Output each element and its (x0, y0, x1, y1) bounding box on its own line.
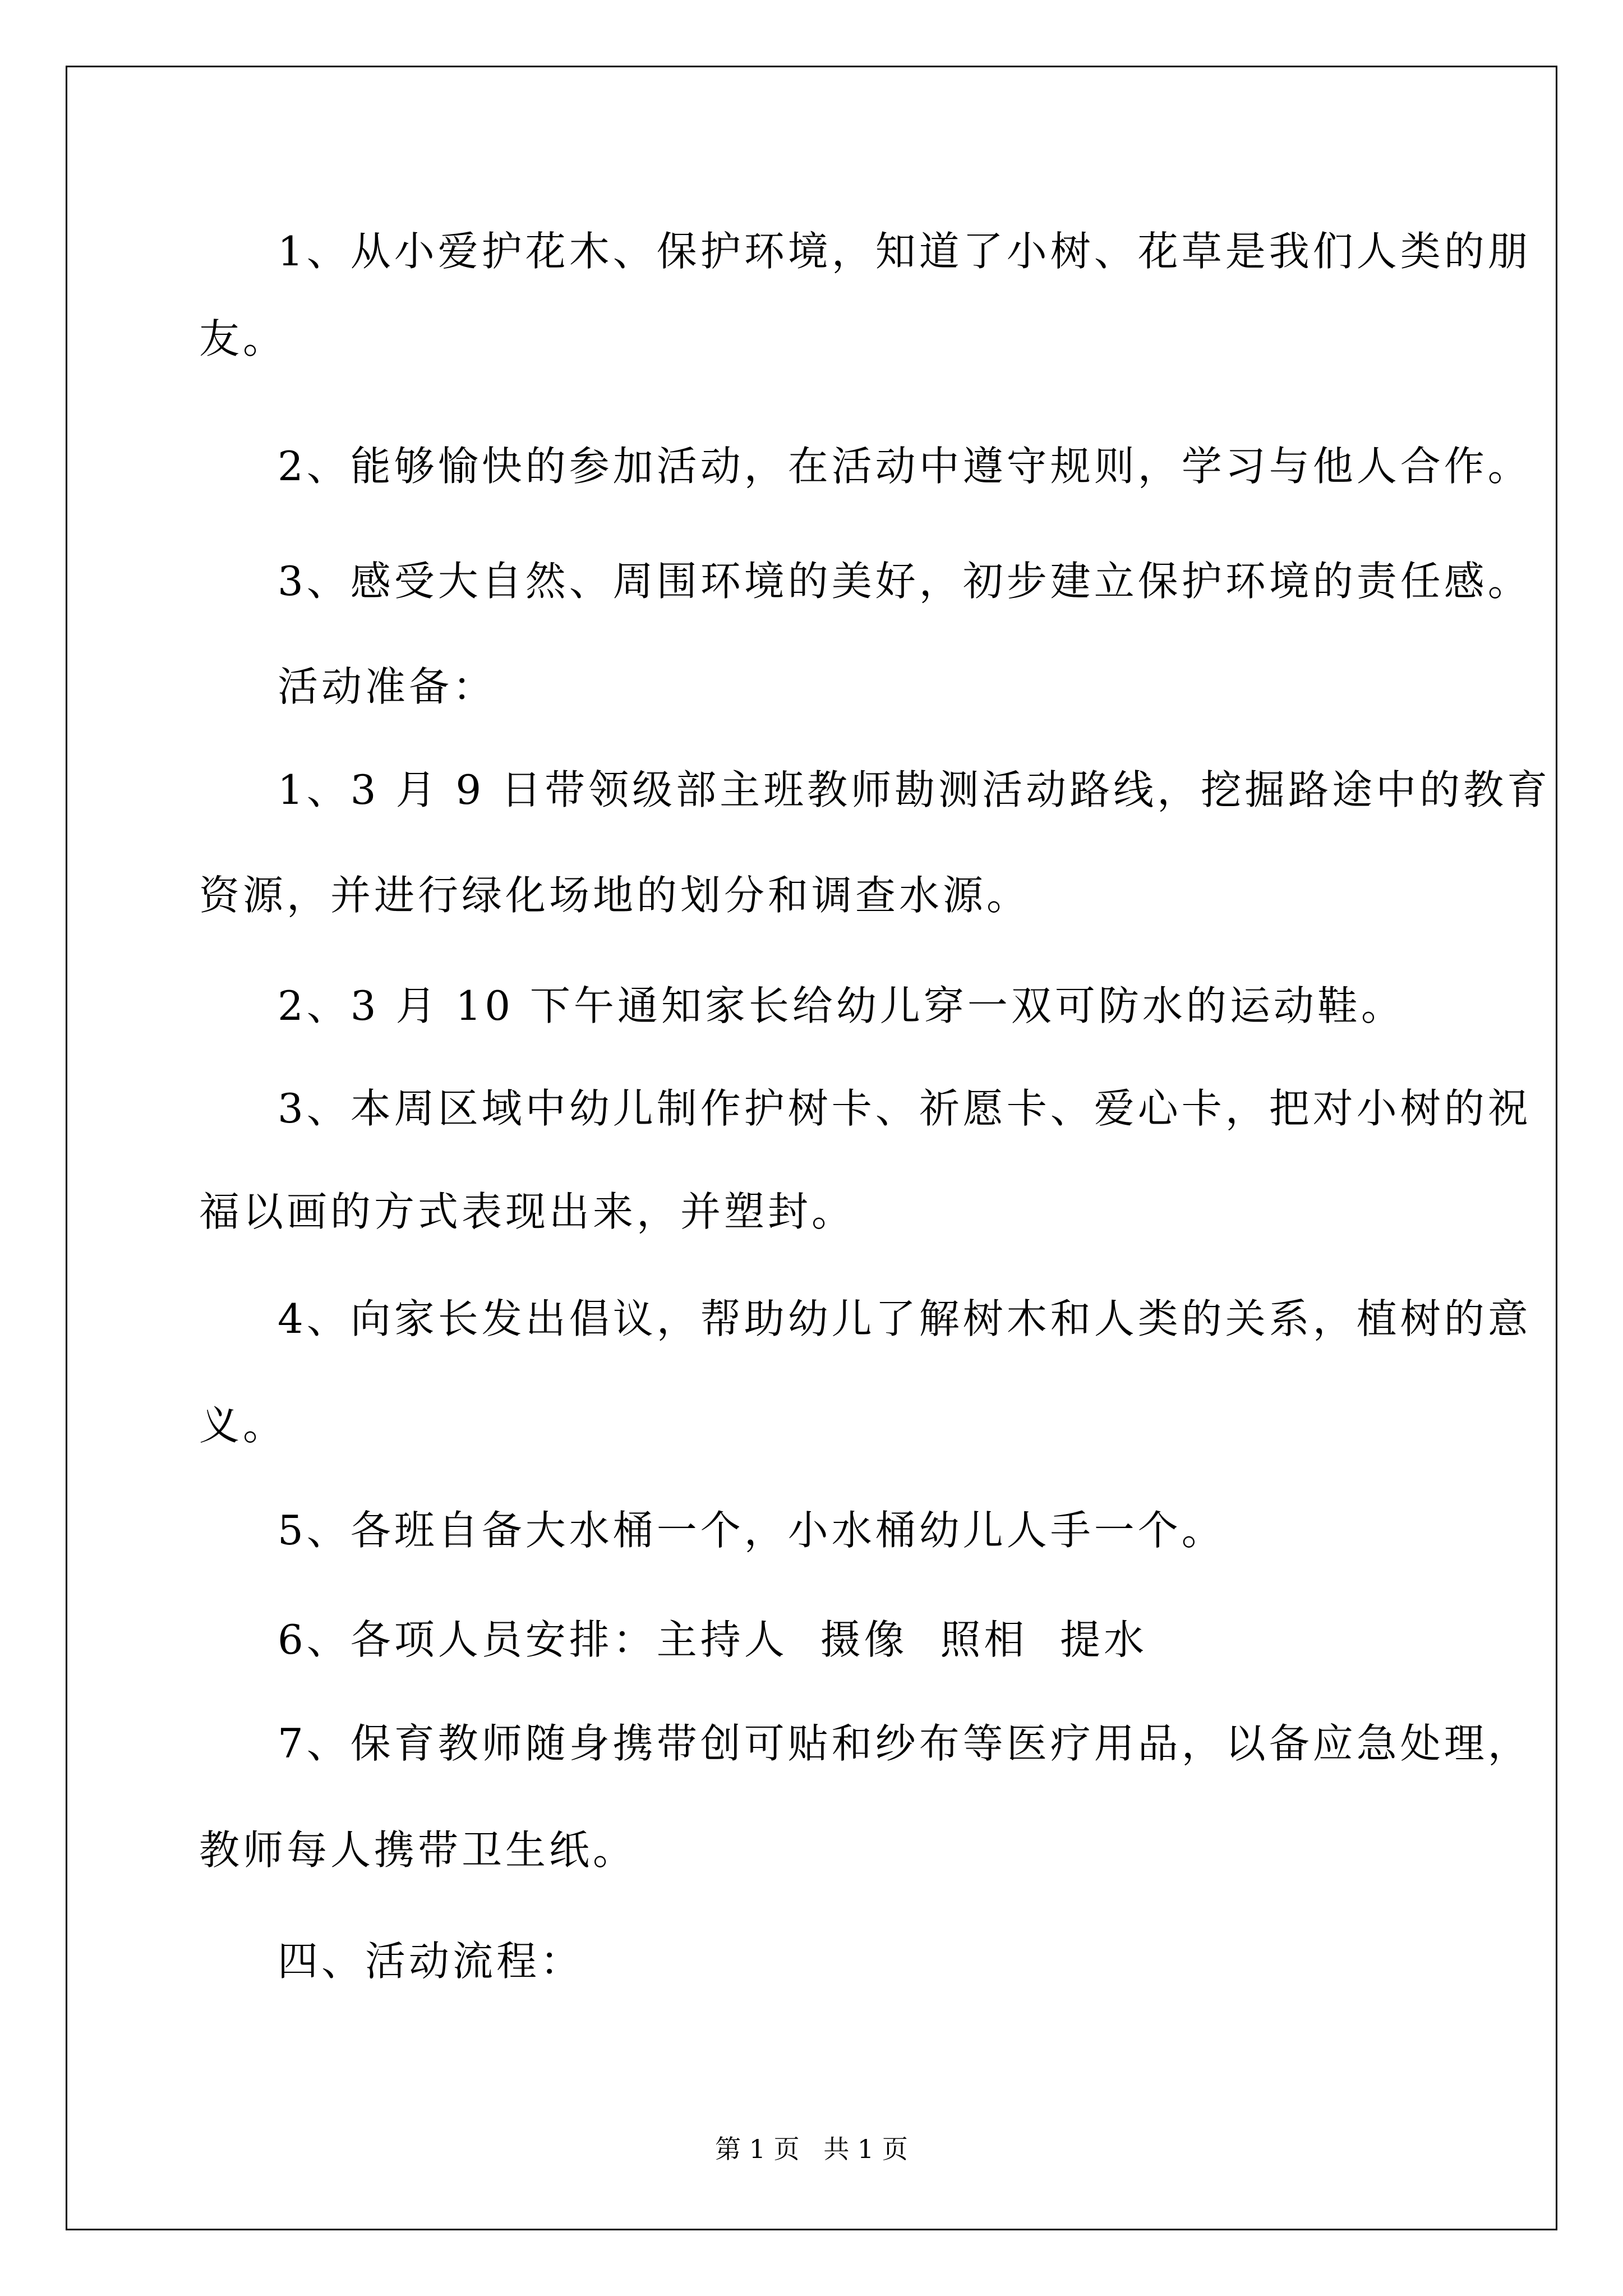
prep-item-4-line-1: 4、向家长发出倡议，帮助幼儿了解树木和人类的关系，植树的意 (278, 1295, 1532, 1342)
prep-item-7-line-1: 7、保育教师随身携带创可贴和纱布等医疗用品，以备应急处理， (278, 1720, 1532, 1767)
section-heading-process: 四、活动流程： (278, 1938, 584, 1985)
paragraph-goal-1-line-2: 友。 (199, 315, 287, 362)
prep-item-1-line-2: 资源，并进行绿化场地的划分和调查水源。 (199, 872, 1031, 919)
prep-item-5: 5、各班自备大水桶一个，小水桶幼儿人手一个。 (278, 1507, 1225, 1554)
prep-item-1-line-1: 1、3 月 9 日带领级部主班教师勘测活动路线，挖掘路途中的教育 (278, 766, 1551, 813)
prep-item-2: 2、3 月 10 下午通知家长给幼儿穿一双可防水的运动鞋。 (278, 982, 1405, 1029)
paragraph-goal-1-line-1: 1、从小爱护花木、保护环境，知道了小树、花草是我们人类的朋 (278, 228, 1532, 275)
prep-item-6: 6、各项人员安排：主持人 摄像 照相 提水 (278, 1616, 1148, 1663)
paragraph-goal-3: 3、感受大自然、周围环境的美好，初步建立保护环境的责任感。 (278, 558, 1532, 605)
prep-item-7-line-2: 教师每人携带卫生纸。 (199, 1826, 637, 1874)
page-footer (0, 2136, 1623, 2162)
page-number-total: 共 1 页 (823, 2134, 908, 2164)
page-number-current: 第 1 页 (715, 2134, 800, 2164)
section-heading-preparation: 活动准备： (278, 663, 497, 710)
prep-item-4-line-2: 义。 (199, 1402, 287, 1449)
page-border (66, 66, 1557, 2230)
prep-item-3-line-1: 3、本周区域中幼儿制作护树卡、祈愿卡、爱心卡，把对小树的祝 (278, 1085, 1532, 1132)
paragraph-goal-2: 2、能够愉快的参加活动，在活动中遵守规则，学习与他人合作。 (278, 443, 1532, 490)
prep-item-3-line-2: 福以画的方式表现出来，并塑封。 (199, 1188, 856, 1235)
